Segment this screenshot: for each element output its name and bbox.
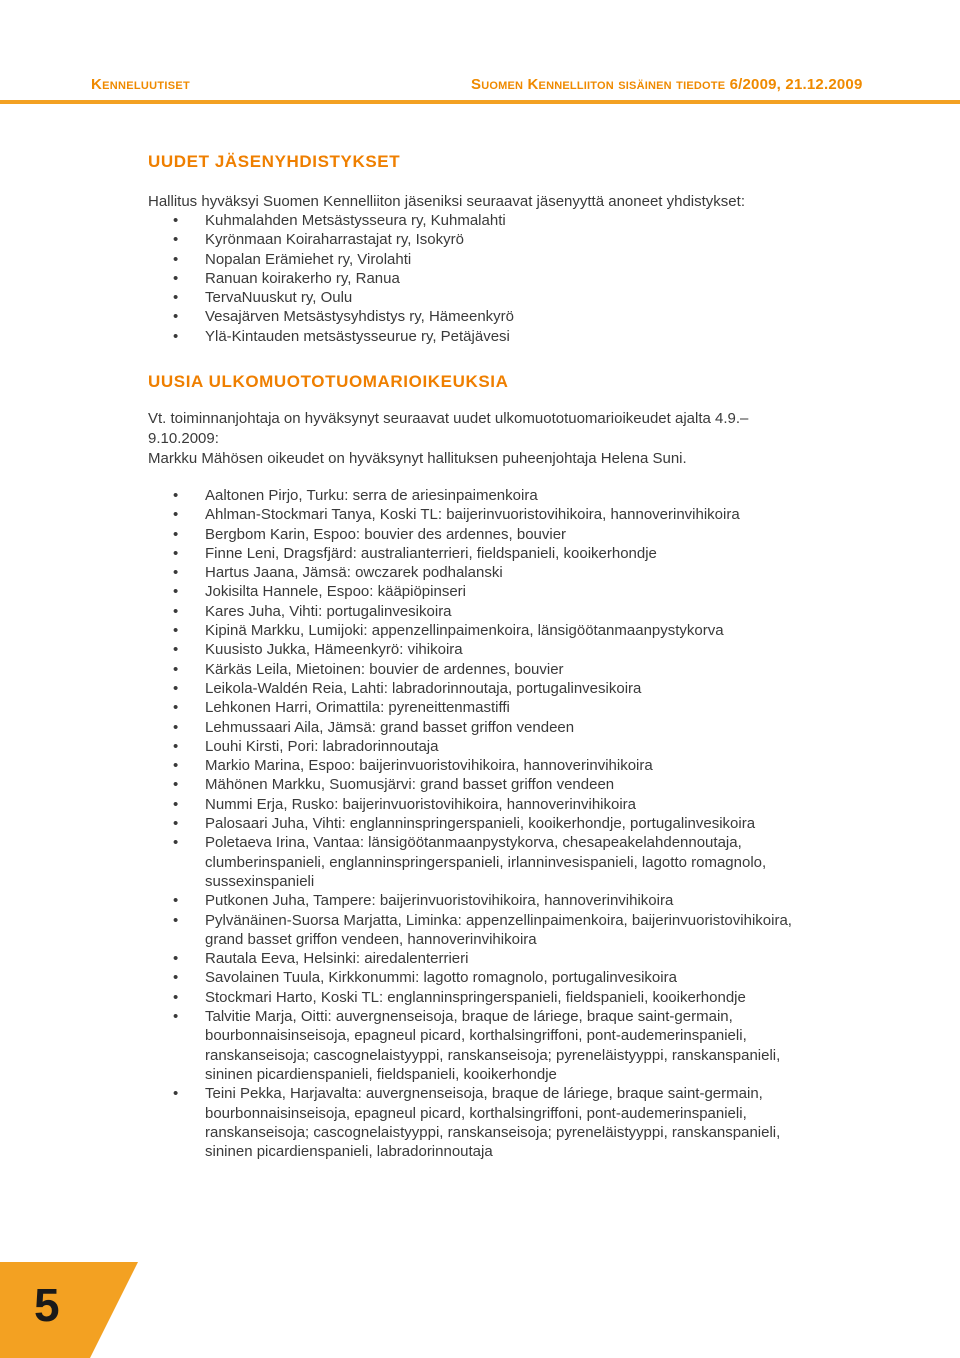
bullet-icon: • (173, 327, 179, 345)
list-item-text: Ranuan koirakerho ry, Ranua (205, 269, 400, 287)
bullet-icon: • (173, 815, 179, 833)
list-item-line: Markio Marina, Espoo: baijerinvuoristovihikoira, hannoverinvihikoira (205, 757, 653, 775)
list-item-line: ranskanseisoja; cascognelaistyyppi, ranskanseisoja; pyreneläistyyppi, ranskanspanieli, (205, 1123, 781, 1141)
list-item-line: Lehkonen Harri, Orimattila: pyreneittenmastiffi (205, 699, 510, 717)
bullet-icon: • (173, 892, 179, 910)
bullet-icon: • (173, 212, 179, 229)
bullet-icon: • (173, 583, 179, 601)
list-item (148, 544, 792, 563)
list-item (148, 968, 792, 987)
list-item-line: Savolainen Tuula, Kirkkonummi: lagotto romagnolo, portugalinvesikoira (205, 969, 677, 987)
list-item-line: Pylvänäinen-Suorsa Marjatta, Liminka: appenzellinpaimenkoira, baijerinvuoristovihikoira, (205, 911, 792, 929)
list-item-text: Kuhmalahden Metsästysseura ry, Kuhmalahti (205, 212, 506, 229)
list-item-line: Hartus Jaana, Jämsä: owczarek podhalanski (205, 564, 503, 582)
header-publication-info: Suomen Kennelliiton sisäinen tiedote 6/2009, 21.12.2009 (471, 76, 863, 93)
list-item-line: Lehmussaari Aila, Jämsä: grand basset griffon vendeen (205, 718, 575, 736)
bullet-icon: • (173, 308, 179, 326)
bullet-icon: • (173, 718, 179, 736)
bullet-icon: • (173, 525, 179, 543)
page-corner-tab (0, 1262, 138, 1358)
list-item-line: Louhi Kirsti, Pori: labradorinnoutaja (205, 737, 439, 755)
list-item-line: Kuusisto Jukka, Hämeenkyrö: vihikoira (205, 641, 463, 659)
list-item-text: Vesajärven Metsästysyhdistys ry, Hämeenkyrö (205, 308, 515, 326)
list-item-line: Talvitie Marja, Oitti: auvergnenseisoja, braque de láriege, braque saint-germain, (205, 1008, 733, 1026)
list-item-line: ranskanseisoja; cascognelaistyyppi, ranskanseisoja; pyreneläistyyppi, ranskanspanieli, (205, 1046, 781, 1064)
list-item (148, 737, 792, 756)
list-item (148, 891, 792, 910)
list-item (148, 698, 792, 717)
list-item (148, 307, 514, 326)
list-item (148, 288, 514, 307)
list-item (148, 814, 792, 833)
list-item-line: Putkonen Juha, Tampere: baijerinvuoristovihikoira, hannoverinvihikoira (205, 892, 674, 910)
list-item (148, 211, 514, 230)
bullet-icon: • (173, 250, 179, 268)
bullet-icon: • (173, 641, 179, 659)
bullet-icon: • (173, 269, 179, 287)
bullet-icon: • (173, 544, 179, 562)
new-members-list (148, 211, 514, 346)
list-item-line: Stockmari Harto, Koski TL: englanninspringerspanieli, fieldspanieli, kooikerhondje (205, 988, 746, 1006)
judge-rights-intro-line3: Markku Mähösen oikeudet on hyväksynyt hallituksen puheenjohtaja Helena Suni. (148, 450, 687, 467)
list-item (148, 988, 792, 1007)
list-item-line: sininen picardienspanieli, fieldspanieli, kooikerhondje (205, 1065, 557, 1083)
list-item (148, 949, 792, 968)
list-item-line: Kares Juha, Vihti: portugalinvesikoira (205, 602, 452, 620)
list-item-text: TervaNuuskut ry, Oulu (205, 289, 353, 307)
list-item-line: Leikola-Waldén Reia, Lahti: labradorinnoutaja, portugalinvesikoira (205, 679, 642, 697)
bullet-icon: • (173, 757, 179, 775)
list-item (148, 621, 792, 640)
section-title-judge-rights: UUSIA ULKOMUOTOTUOMARIOIKEUKSIA (148, 372, 509, 391)
bullet-icon: • (173, 1085, 179, 1103)
list-item (148, 563, 792, 582)
list-item (148, 269, 514, 288)
list-item-text: Nopalan Erämiehet ry, Virolahti (205, 250, 412, 268)
bullet-icon: • (173, 776, 179, 794)
bullet-icon: • (173, 622, 179, 640)
header-divider (0, 100, 960, 104)
bullet-icon: • (173, 950, 179, 968)
section-title-new-members: UUDET JÄSENYHDISTYKSET (148, 152, 401, 171)
list-item-line: Bergbom Karin, Espoo: bouvier des ardennes, bouvier (205, 525, 567, 543)
list-item (148, 795, 792, 814)
list-item-line: Palosaari Juha, Vihti: englanninspringerspanieli, kooikerhondje, portugalinvesikoira (205, 815, 756, 833)
list-item (148, 486, 792, 505)
list-item-text: Ylä-Kintauden metsästysseurue ry, Petäjävesi (205, 327, 510, 345)
list-item (148, 911, 792, 950)
header-section-label: Kenneluutiset (91, 76, 191, 93)
list-item-line: Kärkäs Leila, Mietoinen: bouvier de ardennes, bouvier (205, 660, 564, 678)
bullet-icon: • (173, 506, 179, 524)
list-item-line: bourbonnaisinseisoja, epagneul picard, korthalsingriffoni, pont-audemerinspanieli, (205, 1027, 747, 1045)
bullet-icon: • (173, 834, 179, 852)
bullet-icon: • (173, 969, 179, 987)
list-item (148, 582, 792, 601)
bullet-icon: • (173, 564, 179, 582)
bullet-icon: • (173, 602, 179, 620)
list-item (148, 640, 792, 659)
new-members-intro: Hallitus hyväksyi Suomen Kennelliiton jäseniksi seuraavat jäsenyyttä anoneet yhdistykset: (148, 193, 745, 210)
list-item-line: grand basset griffon vendeen, hannoverinvihikoira (205, 930, 537, 948)
judge-rights-intro-line2: 9.10.2009: (148, 430, 219, 447)
list-item (148, 505, 792, 524)
list-item (148, 250, 514, 269)
bullet-icon: • (173, 679, 179, 697)
list-item-text: Kyrönmaan Koiraharrastajat ry, Isokyrö (205, 231, 464, 249)
list-item-line: Rautala Eeva, Helsinki: airedalenterrieri (205, 950, 469, 968)
bullet-icon: • (173, 795, 179, 813)
bullet-icon: • (173, 988, 179, 1006)
list-item-line: Poletaeva Irina, Vantaa: länsigöötanmaanpystykorva, chesapeakelahdennoutaja, (205, 834, 742, 852)
list-item-line: Kipinä Markku, Lumijoki: appenzellinpaimenkoira, länsigöötanmaanpystykorva (205, 622, 724, 640)
list-item-line: Aaltonen Pirjo, Turku: serra de ariesinpaimenkoira (205, 487, 538, 504)
list-item-line: Ahlman-Stockmari Tanya, Koski TL: baijerinvuoristovihikoira, hannoverinvihikoira (205, 506, 740, 524)
list-item-line: Nummi Erja, Rusko: baijerinvuoristovihikoira, hannoverinvihikoira (205, 795, 637, 813)
bullet-icon: • (173, 911, 179, 929)
list-item-line: Mähönen Markku, Suomusjärvi: grand basset griffon vendeen (205, 776, 615, 794)
list-item (148, 327, 514, 346)
list-item (148, 1007, 792, 1084)
list-item (148, 525, 792, 544)
list-item-line: sussexinspanieli (205, 872, 315, 890)
bullet-icon: • (173, 660, 179, 678)
list-item (148, 660, 792, 679)
list-item (148, 718, 792, 737)
bullet-icon: • (173, 1008, 179, 1026)
list-item (148, 756, 792, 775)
page-number: 5 (34, 1279, 60, 1331)
judge-rights-intro-line1: Vt. toiminnanjohtaja on hyväksynyt seuraavat uudet ulkomuototuomarioikeudet ajalta 4.9.– (148, 410, 749, 427)
list-item-line: Finne Leni, Dragsfjärd: australianterrieri, fieldspanieli, kooikerhondje (205, 544, 657, 562)
list-item-line: bourbonnaisinseisoja, epagneul picard, korthalsingriffoni, pont-audemerinspanieli, (205, 1104, 747, 1122)
list-item-line: Teini Pekka, Harjavalta: auvergnenseisoja, braque de láriege, braque saint-germain, (205, 1085, 763, 1103)
bullet-icon: • (173, 737, 179, 755)
bullet-icon: • (173, 231, 179, 249)
list-item-line: sininen picardienspanieli, labradorinnoutaja (205, 1143, 493, 1161)
list-item-line: Jokisilta Hannele, Espoo: kääpiöpinseri (205, 583, 466, 601)
list-item (148, 833, 792, 891)
list-item (148, 230, 514, 249)
bullet-icon: • (173, 699, 179, 717)
list-item-line: clumberinspanieli, englanninspringerspanieli, irlanninvesispanieli, lagotto romagnolo, (205, 853, 767, 871)
list-item (148, 775, 792, 794)
judge-rights-list (148, 486, 792, 1161)
list-item (148, 602, 792, 621)
bullet-icon: • (173, 487, 179, 504)
list-item (148, 1084, 792, 1161)
list-item (148, 679, 792, 698)
bullet-icon: • (173, 289, 179, 307)
